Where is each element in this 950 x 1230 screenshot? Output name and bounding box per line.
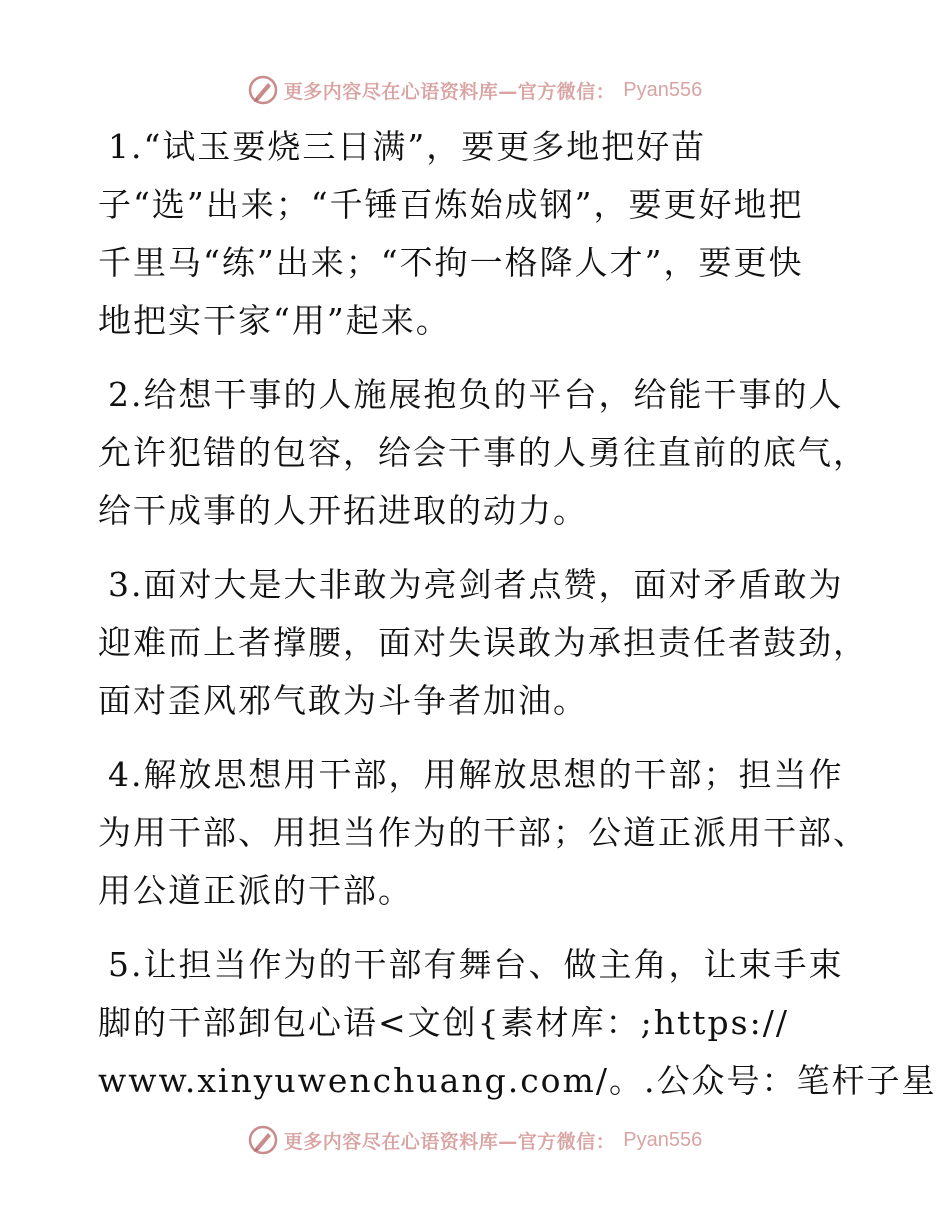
paragraph-4 xyxy=(98,746,868,920)
watermark-text: 更多内容尽在心语资料库—官方微信： xyxy=(283,1130,616,1153)
footer-watermark xyxy=(0,1120,950,1160)
watermark-wechat-id: Pyan556 xyxy=(623,1128,703,1151)
text-line: 脚的干部卸包心语<文创{素材库：;https:// xyxy=(98,1003,789,1042)
pen-logo-icon xyxy=(248,1125,278,1155)
text-line: 1.“试玉要烧三日满”，要更多地把好苗 xyxy=(108,127,707,166)
watermark-text: 更多内容尽在心语资料库—官方微信： xyxy=(283,80,616,103)
document-body xyxy=(98,118,937,1126)
watermark-wechat-id: Pyan556 xyxy=(623,78,703,101)
text-line: 用公道正派的干部。 xyxy=(98,871,413,910)
text-line: 迎难而上者撑腰，面对失误敢为承担责任者鼓劲， xyxy=(98,623,868,662)
text-line: 允许犯错的包容，给会干事的人勇往直前的底气， xyxy=(98,433,868,472)
text-line: 给干成事的人开拓进取的动力。 xyxy=(98,491,588,530)
text-line: 为用干部、用担当作为的干部；公道正派用干部、 xyxy=(98,813,868,852)
text-line: 4.解放思想用干部，用解放思想的干部；担当作 xyxy=(108,755,844,794)
paragraph-3 xyxy=(98,556,868,730)
text-line: 面对歪风邪气敢为斗争者加油。 xyxy=(98,681,588,720)
pen-logo-icon xyxy=(248,75,278,105)
text-line: 5.让担当作为的干部有舞台、做主角，让束手束 xyxy=(108,945,844,984)
text-line: www.xinyuwenchuang.com/。.公众号：笔杆子星 xyxy=(98,1061,937,1100)
paragraph-1 xyxy=(98,118,858,350)
text-line: 地把实干家“用”起来。 xyxy=(98,301,451,340)
text-line: 3.面对大是大非敢为亮剑者点赞，面对矛盾敢为 xyxy=(108,565,844,604)
text-line: 千里马“练”出来；“不拘一格降人才”，要更快 xyxy=(98,243,804,282)
header-watermark xyxy=(0,70,950,110)
text-line: 2.给想干事的人施展抱负的平台，给能干事的人 xyxy=(108,375,844,414)
paragraph-5 xyxy=(98,936,937,1110)
text-line: 子“选”出来；“千锤百炼始成钢”，要更好地把 xyxy=(98,185,804,224)
paragraph-2 xyxy=(98,366,868,540)
